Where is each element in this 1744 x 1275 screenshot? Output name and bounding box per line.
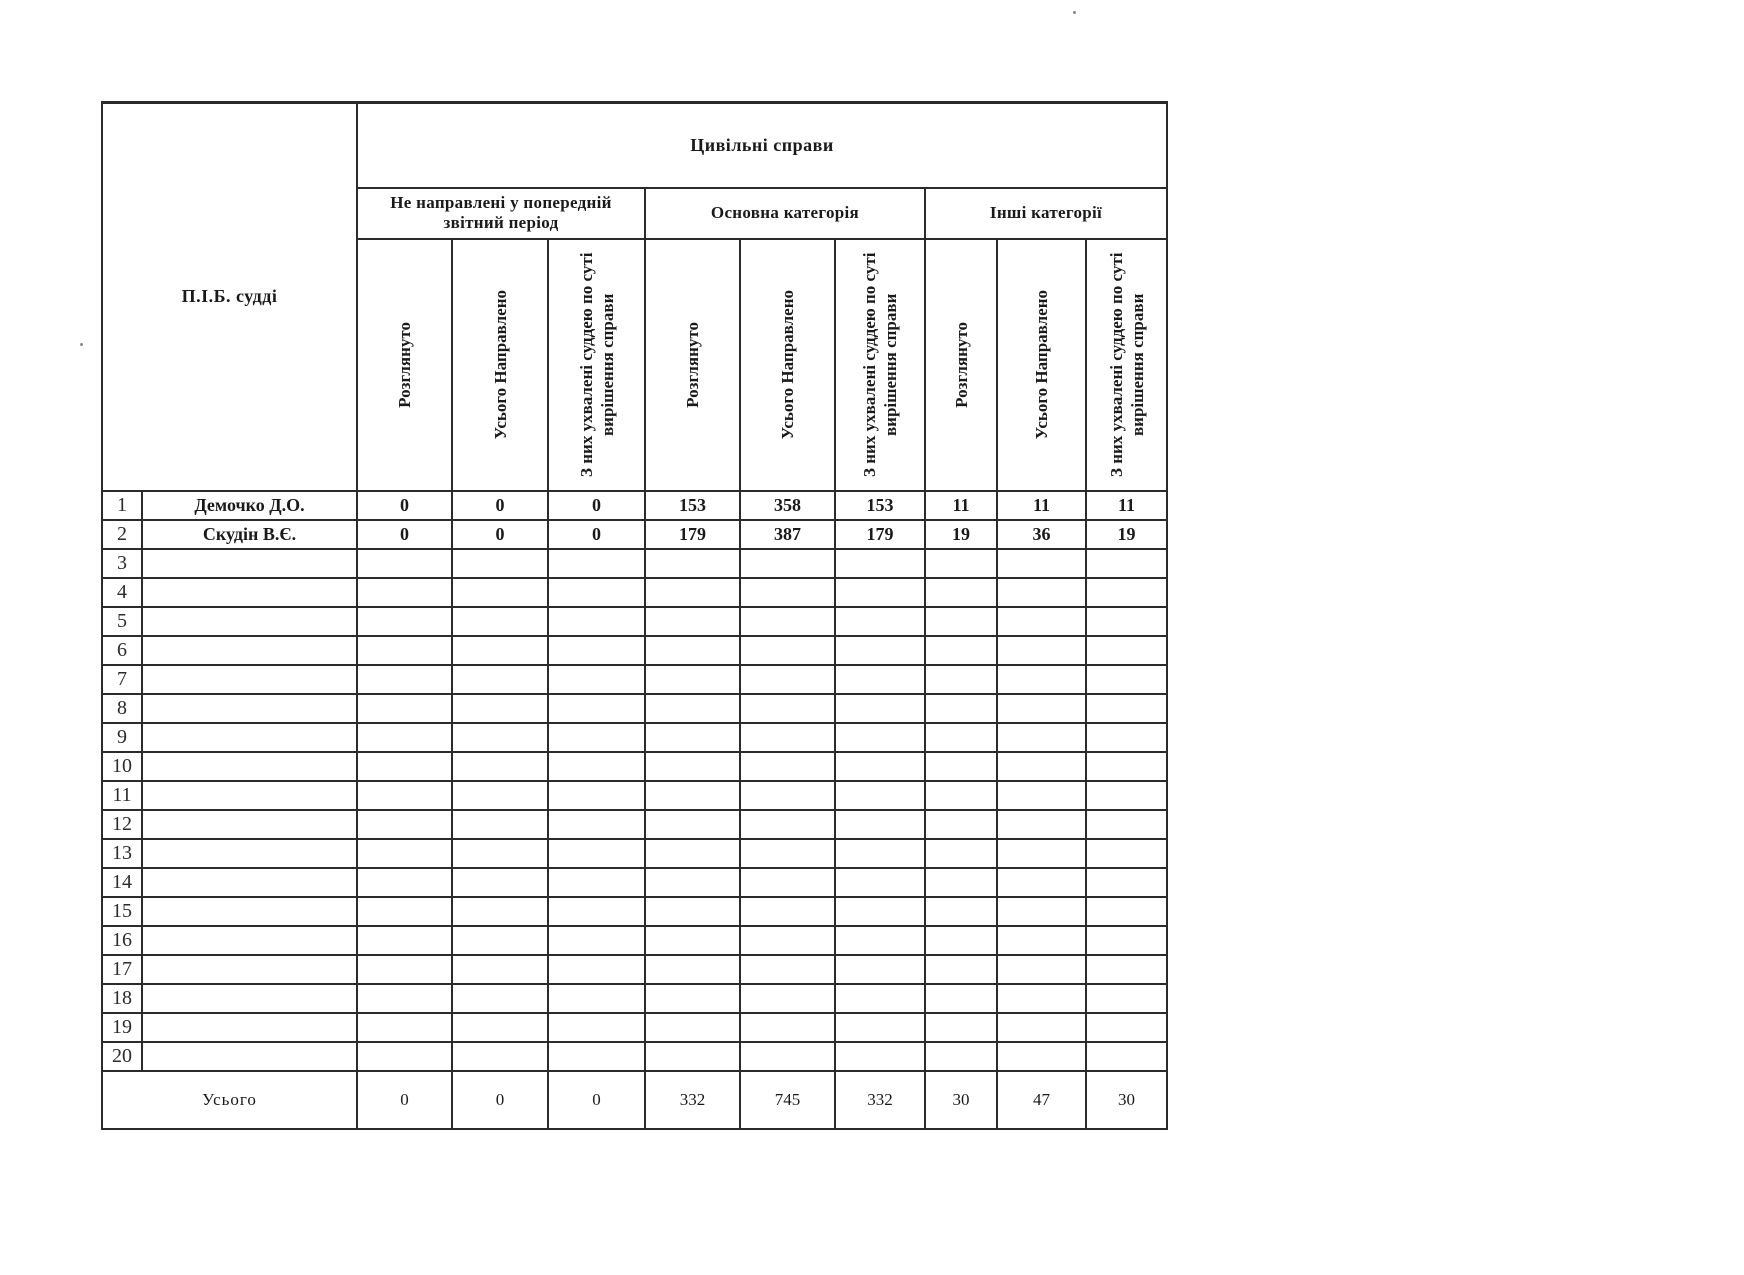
value-cell — [357, 984, 452, 1013]
subcolumn-header-label: Розглянуто — [683, 321, 702, 408]
value-cell — [357, 578, 452, 607]
value-cell — [645, 752, 740, 781]
value-cell — [1086, 955, 1167, 984]
value-cell — [925, 955, 997, 984]
value-cell — [740, 897, 835, 926]
value-cell — [452, 694, 548, 723]
value-cell — [835, 636, 925, 665]
judge-name — [142, 1042, 357, 1071]
value-cell — [548, 723, 645, 752]
table-row — [102, 636, 1167, 665]
value-cell: 153 — [835, 491, 925, 520]
judge-name — [142, 926, 357, 955]
value-cell — [452, 723, 548, 752]
value-cell — [925, 781, 997, 810]
value-cell — [1086, 636, 1167, 665]
subcolumn-header — [835, 239, 925, 491]
group-header-main-category: Основна категорія — [645, 188, 925, 239]
value-cell — [997, 723, 1086, 752]
value-cell — [548, 781, 645, 810]
value-cell — [997, 607, 1086, 636]
table-row — [102, 839, 1167, 868]
value-cell — [452, 955, 548, 984]
table-row — [102, 607, 1167, 636]
value-cell — [548, 955, 645, 984]
value-cell — [357, 897, 452, 926]
value-cell — [1086, 839, 1167, 868]
table-row — [102, 1042, 1167, 1071]
judge-name — [142, 897, 357, 926]
judge-name — [142, 868, 357, 897]
value-cell — [835, 897, 925, 926]
value-cell — [452, 868, 548, 897]
value-cell — [548, 665, 645, 694]
value-cell — [645, 839, 740, 868]
value-cell — [452, 1042, 548, 1071]
value-cell — [452, 752, 548, 781]
value-cell — [452, 810, 548, 839]
judge-name — [142, 607, 357, 636]
value-cell — [357, 926, 452, 955]
value-cell — [997, 694, 1086, 723]
value-cell — [835, 665, 925, 694]
value-cell — [740, 752, 835, 781]
row-number: 15 — [102, 897, 142, 926]
value-cell — [925, 607, 997, 636]
value-cell: 19 — [1086, 520, 1167, 549]
row-number: 12 — [102, 810, 142, 839]
value-cell — [357, 665, 452, 694]
value-cell — [835, 810, 925, 839]
value-cell — [645, 578, 740, 607]
value-cell — [997, 926, 1086, 955]
value-cell — [997, 810, 1086, 839]
value-cell: 36 — [997, 520, 1086, 549]
value-cell — [1086, 781, 1167, 810]
value-cell: 0 — [357, 491, 452, 520]
value-cell — [452, 984, 548, 1013]
total-cell: 47 — [997, 1071, 1086, 1129]
value-cell: 0 — [357, 520, 452, 549]
value-cell — [357, 723, 452, 752]
table-row — [102, 926, 1167, 955]
value-cell — [548, 868, 645, 897]
judge-name — [142, 955, 357, 984]
value-cell — [452, 781, 548, 810]
table-row — [102, 897, 1167, 926]
subcolumn-header-label: Усього Направлено — [778, 289, 797, 440]
value-cell — [997, 868, 1086, 897]
scan-speck — [80, 343, 83, 346]
subcolumn-header-label: З них ухвалені суддею по суті вирішення справи — [860, 252, 900, 477]
value-cell — [645, 955, 740, 984]
value-cell — [997, 549, 1086, 578]
total-cell: 30 — [1086, 1071, 1167, 1129]
value-cell — [835, 839, 925, 868]
value-cell — [740, 781, 835, 810]
value-cell — [357, 955, 452, 984]
value-cell — [835, 1042, 925, 1071]
value-cell — [357, 549, 452, 578]
table-row — [102, 694, 1167, 723]
group-header-other-categories: Інші категорії — [925, 188, 1167, 239]
value-cell: 179 — [835, 520, 925, 549]
value-cell — [740, 694, 835, 723]
value-cell — [1086, 549, 1167, 578]
value-cell: 387 — [740, 520, 835, 549]
judge-name — [142, 723, 357, 752]
subcolumn-header-label: З них ухвалені суддею по суті вирішення справи — [1106, 252, 1147, 477]
category-header: Цивільні справи — [357, 103, 1167, 188]
row-number: 6 — [102, 636, 142, 665]
value-cell — [740, 607, 835, 636]
value-cell — [925, 723, 997, 752]
judge-name — [142, 984, 357, 1013]
value-cell — [548, 636, 645, 665]
value-cell — [835, 752, 925, 781]
value-cell — [925, 810, 997, 839]
value-cell — [925, 1013, 997, 1042]
value-cell — [925, 636, 997, 665]
judge-name — [142, 694, 357, 723]
value-cell — [925, 665, 997, 694]
row-number: 14 — [102, 868, 142, 897]
value-cell — [997, 1042, 1086, 1071]
value-cell — [1086, 578, 1167, 607]
value-cell — [645, 636, 740, 665]
value-cell: 0 — [548, 520, 645, 549]
value-cell — [1086, 926, 1167, 955]
table-row — [102, 810, 1167, 839]
value-cell — [645, 607, 740, 636]
value-cell — [925, 752, 997, 781]
value-cell — [645, 1013, 740, 1042]
value-cell — [452, 636, 548, 665]
group-header-previous-period: Не направлені у попередній звітний період — [357, 188, 645, 239]
value-cell — [925, 578, 997, 607]
row-number: 17 — [102, 955, 142, 984]
value-cell — [1086, 723, 1167, 752]
value-cell — [548, 897, 645, 926]
value-cell — [997, 955, 1086, 984]
value-cell — [645, 781, 740, 810]
table-row — [102, 752, 1167, 781]
value-cell — [835, 926, 925, 955]
value-cell — [357, 1042, 452, 1071]
value-cell — [997, 781, 1086, 810]
value-cell — [997, 897, 1086, 926]
value-cell — [645, 549, 740, 578]
value-cell — [740, 665, 835, 694]
value-cell — [740, 810, 835, 839]
value-cell — [835, 1013, 925, 1042]
value-cell — [740, 549, 835, 578]
value-cell — [357, 781, 452, 810]
value-cell: 153 — [645, 491, 740, 520]
subcolumn-header-label: Усього Направлено — [490, 289, 510, 440]
value-cell — [1086, 752, 1167, 781]
value-cell — [357, 752, 452, 781]
subcolumn-header-label: З них ухвалені суддею по суті вирішення справи — [576, 252, 617, 477]
value-cell — [835, 607, 925, 636]
value-cell — [645, 984, 740, 1013]
row-number: 1 — [102, 491, 142, 520]
value-cell — [548, 926, 645, 955]
value-cell — [835, 578, 925, 607]
table-row — [102, 578, 1167, 607]
value-cell — [835, 781, 925, 810]
value-cell — [925, 984, 997, 1013]
value-cell — [548, 810, 645, 839]
value-cell — [645, 897, 740, 926]
value-cell — [452, 665, 548, 694]
table-row — [102, 955, 1167, 984]
judge-name — [142, 665, 357, 694]
subcolumn-header — [997, 239, 1086, 491]
total-cell: 0 — [452, 1071, 548, 1129]
value-cell — [452, 549, 548, 578]
row-number: 8 — [102, 694, 142, 723]
value-cell — [925, 897, 997, 926]
value-cell: 11 — [997, 491, 1086, 520]
value-cell — [835, 984, 925, 1013]
value-cell — [835, 955, 925, 984]
value-cell — [925, 1042, 997, 1071]
row-number: 18 — [102, 984, 142, 1013]
judge-name-header: П.І.Б. судді — [102, 103, 357, 491]
judge-name — [142, 781, 357, 810]
value-cell — [645, 926, 740, 955]
table-row — [102, 781, 1167, 810]
value-cell — [997, 984, 1086, 1013]
table-row — [102, 1013, 1167, 1042]
value-cell — [357, 868, 452, 897]
table-row — [102, 868, 1167, 897]
subcolumn-header-label: Розглянуто — [395, 321, 414, 408]
row-number: 16 — [102, 926, 142, 955]
value-cell — [997, 752, 1086, 781]
value-cell — [1086, 810, 1167, 839]
row-number: 19 — [102, 1013, 142, 1042]
value-cell — [740, 868, 835, 897]
row-number: 3 — [102, 549, 142, 578]
value-cell — [645, 665, 740, 694]
subcolumn-header — [925, 239, 997, 491]
judge-name — [142, 549, 357, 578]
value-cell — [645, 694, 740, 723]
value-cell: 19 — [925, 520, 997, 549]
table-row — [102, 520, 1167, 549]
value-cell — [452, 578, 548, 607]
value-cell — [925, 694, 997, 723]
row-number: 20 — [102, 1042, 142, 1071]
value-cell — [357, 839, 452, 868]
value-cell — [925, 549, 997, 578]
value-cell — [1086, 897, 1167, 926]
value-cell — [740, 984, 835, 1013]
value-cell — [357, 810, 452, 839]
table-row — [102, 723, 1167, 752]
value-cell — [925, 868, 997, 897]
total-cell: 0 — [357, 1071, 452, 1129]
totals-row — [102, 1071, 1167, 1129]
table-row — [102, 491, 1167, 520]
row-number: 10 — [102, 752, 142, 781]
value-cell — [357, 1013, 452, 1042]
row-number: 5 — [102, 607, 142, 636]
subcolumn-header — [740, 239, 835, 491]
value-cell — [645, 723, 740, 752]
value-cell — [740, 1013, 835, 1042]
judge-name: Демочко Д.О. — [142, 491, 357, 520]
value-cell — [997, 665, 1086, 694]
value-cell — [548, 549, 645, 578]
value-cell: 0 — [548, 491, 645, 520]
total-cell: 332 — [645, 1071, 740, 1129]
value-cell — [645, 868, 740, 897]
total-cell: 745 — [740, 1071, 835, 1129]
value-cell — [548, 1013, 645, 1042]
row-number: 11 — [102, 781, 142, 810]
value-cell: 11 — [925, 491, 997, 520]
value-cell — [357, 607, 452, 636]
value-cell — [740, 723, 835, 752]
value-cell — [740, 955, 835, 984]
judge-name — [142, 1013, 357, 1042]
subcolumn-header — [452, 239, 548, 491]
row-number: 7 — [102, 665, 142, 694]
value-cell — [997, 636, 1086, 665]
value-cell — [740, 636, 835, 665]
value-cell — [548, 694, 645, 723]
value-cell — [997, 578, 1086, 607]
value-cell — [645, 1042, 740, 1071]
judge-name — [142, 839, 357, 868]
totals-label: Усього — [102, 1071, 357, 1129]
value-cell — [452, 897, 548, 926]
subcolumn-header-label: Розглянуто — [951, 321, 971, 408]
table-row — [102, 665, 1167, 694]
subcolumn-header — [357, 239, 452, 491]
value-cell — [740, 839, 835, 868]
value-cell — [997, 1013, 1086, 1042]
row-number: 13 — [102, 839, 142, 868]
value-cell — [452, 1013, 548, 1042]
subcolumn-header — [548, 239, 645, 491]
value-cell — [1086, 607, 1167, 636]
row-number: 9 — [102, 723, 142, 752]
table-body — [102, 491, 1167, 1071]
value-cell: 358 — [740, 491, 835, 520]
value-cell — [835, 694, 925, 723]
subcolumn-header-label: Усього Направлено — [1032, 289, 1051, 440]
total-cell: 30 — [925, 1071, 997, 1129]
judge-name — [142, 752, 357, 781]
judge-name — [142, 810, 357, 839]
judge-name: Скудін В.Є. — [142, 520, 357, 549]
row-number: 4 — [102, 578, 142, 607]
total-cell: 332 — [835, 1071, 925, 1129]
value-cell — [925, 839, 997, 868]
value-cell — [835, 868, 925, 897]
subcolumn-header — [1086, 239, 1167, 491]
judge-name — [142, 636, 357, 665]
value-cell — [645, 810, 740, 839]
row-number: 2 — [102, 520, 142, 549]
scan-speck — [1073, 11, 1076, 14]
table-row — [102, 549, 1167, 578]
value-cell: 11 — [1086, 491, 1167, 520]
value-cell — [548, 578, 645, 607]
value-cell: 0 — [452, 520, 548, 549]
value-cell — [548, 607, 645, 636]
value-cell — [548, 984, 645, 1013]
value-cell — [452, 607, 548, 636]
judge-name — [142, 578, 357, 607]
value-cell — [835, 549, 925, 578]
table-row — [102, 984, 1167, 1013]
value-cell — [740, 578, 835, 607]
statistics-table — [101, 101, 1168, 1130]
value-cell — [1086, 868, 1167, 897]
value-cell — [1086, 694, 1167, 723]
total-cell: 0 — [548, 1071, 645, 1129]
subcolumn-header — [645, 239, 740, 491]
value-cell — [357, 636, 452, 665]
value-cell — [1086, 984, 1167, 1013]
value-cell — [452, 926, 548, 955]
value-cell: 0 — [452, 491, 548, 520]
value-cell — [835, 723, 925, 752]
value-cell — [452, 839, 548, 868]
value-cell — [1086, 1013, 1167, 1042]
value-cell — [357, 694, 452, 723]
value-cell — [740, 926, 835, 955]
value-cell — [1086, 665, 1167, 694]
value-cell — [997, 839, 1086, 868]
value-cell — [1086, 1042, 1167, 1071]
value-cell — [548, 839, 645, 868]
value-cell — [740, 1042, 835, 1071]
value-cell: 179 — [645, 520, 740, 549]
value-cell — [548, 752, 645, 781]
value-cell — [925, 926, 997, 955]
value-cell — [548, 1042, 645, 1071]
